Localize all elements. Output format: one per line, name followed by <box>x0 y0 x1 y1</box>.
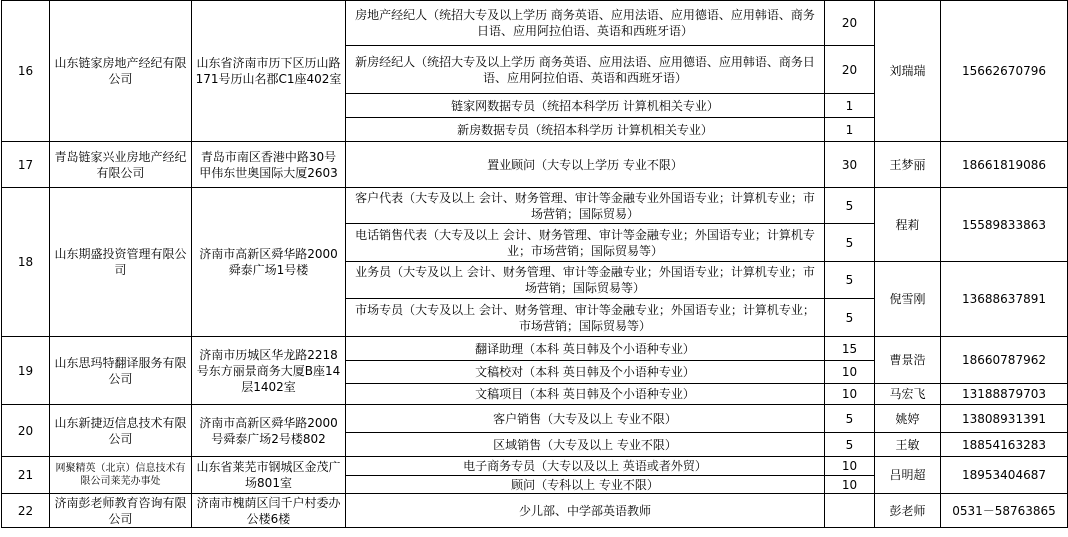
position-count: 5 <box>825 224 875 262</box>
contact-phone: 13688637891 <box>941 262 1068 337</box>
position-title: 置业顾问（大专以上学历 专业不限） <box>346 142 825 188</box>
position-title: 新房数据专员（统招本科学历 计算机相关专业） <box>346 118 825 142</box>
contact-phone: 0531－58763865 <box>941 494 1068 528</box>
position-title: 少儿部、中学部英语教师 <box>346 494 825 528</box>
contact-name: 曹景浩 <box>875 337 941 384</box>
position-title: 顾问（专科以上 专业不限） <box>346 476 825 494</box>
company-address: 山东省莱芜市钢城区金茂广场801室 <box>192 457 346 494</box>
row-number: 17 <box>2 142 50 188</box>
table-row <box>2 405 1068 433</box>
position-title: 新房经纪人（统招大专及以上学历 商务英语、应用法语、应用德语、应用韩语、商务日语、应用阿拉伯语、英语和西班牙语） <box>346 46 825 94</box>
position-count: 5 <box>825 405 875 433</box>
company-name: 山东链家房地产经纪有限公司 <box>50 1 192 142</box>
row-number: 20 <box>2 405 50 457</box>
position-count: 5 <box>825 299 875 337</box>
company-address: 济南市历城区华龙路2218号东方丽景商务大厦B座14层1402室 <box>192 337 346 405</box>
position-count: 15 <box>825 337 875 361</box>
company-address: 青岛市南区香港中路30号甲伟东世奥国际大厦2603 <box>192 142 346 188</box>
position-count: 1 <box>825 94 875 118</box>
contact-name: 倪雪刚 <box>875 262 941 337</box>
contact-name: 吕明超 <box>875 457 941 494</box>
company-name: 济南彭老师教育咨询有限公司 <box>50 494 192 528</box>
contact-phone: 15589833863 <box>941 188 1068 262</box>
position-title: 链家网数据专员（统招本科学历 计算机相关专业） <box>346 94 825 118</box>
position-title: 业务员（大专及以上 会计、财务管理、审计等金融专业；外国语专业；计算机专业；市场营销；国际贸易等） <box>346 262 825 299</box>
contact-name: 彭老师 <box>875 494 941 528</box>
position-count: 20 <box>825 1 875 46</box>
position-count: 10 <box>825 361 875 384</box>
position-title: 房地产经纪人（统招大专及以上学历 商务英语、应用法语、应用德语、应用韩语、商务日语、应用阿拉伯语、英语和西班牙语） <box>346 1 825 46</box>
table-row <box>2 142 1068 188</box>
company-name: 网聚精英（北京）信息技术有限公司莱芜办事处 <box>50 457 192 494</box>
table-row <box>2 337 1068 361</box>
contact-phone: 18953404687 <box>941 457 1068 494</box>
contact-name: 王梦丽 <box>875 142 941 188</box>
position-count: 10 <box>825 384 875 405</box>
position-count: 5 <box>825 188 875 224</box>
company-name: 山东思玛特翻译服务有限公司 <box>50 337 192 405</box>
company-name: 山东期盛投资管理有限公司 <box>50 188 192 337</box>
contact-name: 马宏飞 <box>875 384 941 405</box>
position-count: 1 <box>825 118 875 142</box>
table-row <box>2 188 1068 224</box>
table-row <box>2 457 1068 476</box>
position-title: 市场专员（大专及以上 会计、财务管理、审计等金融专业；外国语专业；计算机专业；市场营销；国际贸易等） <box>346 299 825 337</box>
position-title: 客户销售（大专及以上 专业不限） <box>346 405 825 433</box>
position-title: 区域销售（大专及以上 专业不限） <box>346 433 825 457</box>
position-count: 20 <box>825 46 875 94</box>
row-number: 19 <box>2 337 50 405</box>
position-count: 5 <box>825 433 875 457</box>
position-count: 10 <box>825 476 875 494</box>
contact-phone: 15662670796 <box>941 1 1068 142</box>
contact-name: 王敏 <box>875 433 941 457</box>
position-count: 5 <box>825 262 875 299</box>
position-count: 30 <box>825 142 875 188</box>
position-title: 文稿项目（本科 英日韩及个小语种专业） <box>346 384 825 405</box>
position-title: 翻译助理（本科 英日韩及个小语种专业） <box>346 337 825 361</box>
row-number: 21 <box>2 457 50 494</box>
recruitment-table <box>1 0 1068 528</box>
contact-phone: 13188879703 <box>941 384 1068 405</box>
position-title: 电话销售代表（大专及以上 会计、财务管理、审计等金融专业；外国语专业；计算机专业；市场营销；国际贸易等） <box>346 224 825 262</box>
table-row <box>2 1 1068 46</box>
contact-phone: 13808931391 <box>941 405 1068 433</box>
contact-name: 姚婷 <box>875 405 941 433</box>
position-count <box>825 494 875 528</box>
contact-name: 程莉 <box>875 188 941 262</box>
company-address: 济南市高新区舜华路2000号舜泰广场2号楼802 <box>192 405 346 457</box>
contact-phone: 18661819086 <box>941 142 1068 188</box>
company-name: 青岛链家兴业房地产经纪有限公司 <box>50 142 192 188</box>
company-name: 山东新捷迈信息技术有限公司 <box>50 405 192 457</box>
position-title: 客户代表（大专及以上 会计、财务管理、审计等金融专业外国语专业；计算机专业；市场营销；国际贸易） <box>346 188 825 224</box>
contact-phone: 18854163283 <box>941 433 1068 457</box>
row-number: 22 <box>2 494 50 528</box>
position-count: 10 <box>825 457 875 476</box>
position-title: 文稿校对（本科 英日韩及个小语种专业） <box>346 361 825 384</box>
contact-name: 刘瑞瑞 <box>875 1 941 142</box>
position-title: 电子商务专员（大专以及以上 英语或者外贸） <box>346 457 825 476</box>
company-address: 山东省济南市历下区历山路171号历山名郡C1座402室 <box>192 1 346 142</box>
company-address: 济南市槐荫区闫千户村委办公楼6楼 <box>192 494 346 528</box>
contact-phone: 18660787962 <box>941 337 1068 384</box>
row-number: 18 <box>2 188 50 337</box>
company-address: 济南市高新区舜华路2000舜泰广场1号楼 <box>192 188 346 337</box>
table-row <box>2 494 1068 528</box>
row-number: 16 <box>2 1 50 142</box>
